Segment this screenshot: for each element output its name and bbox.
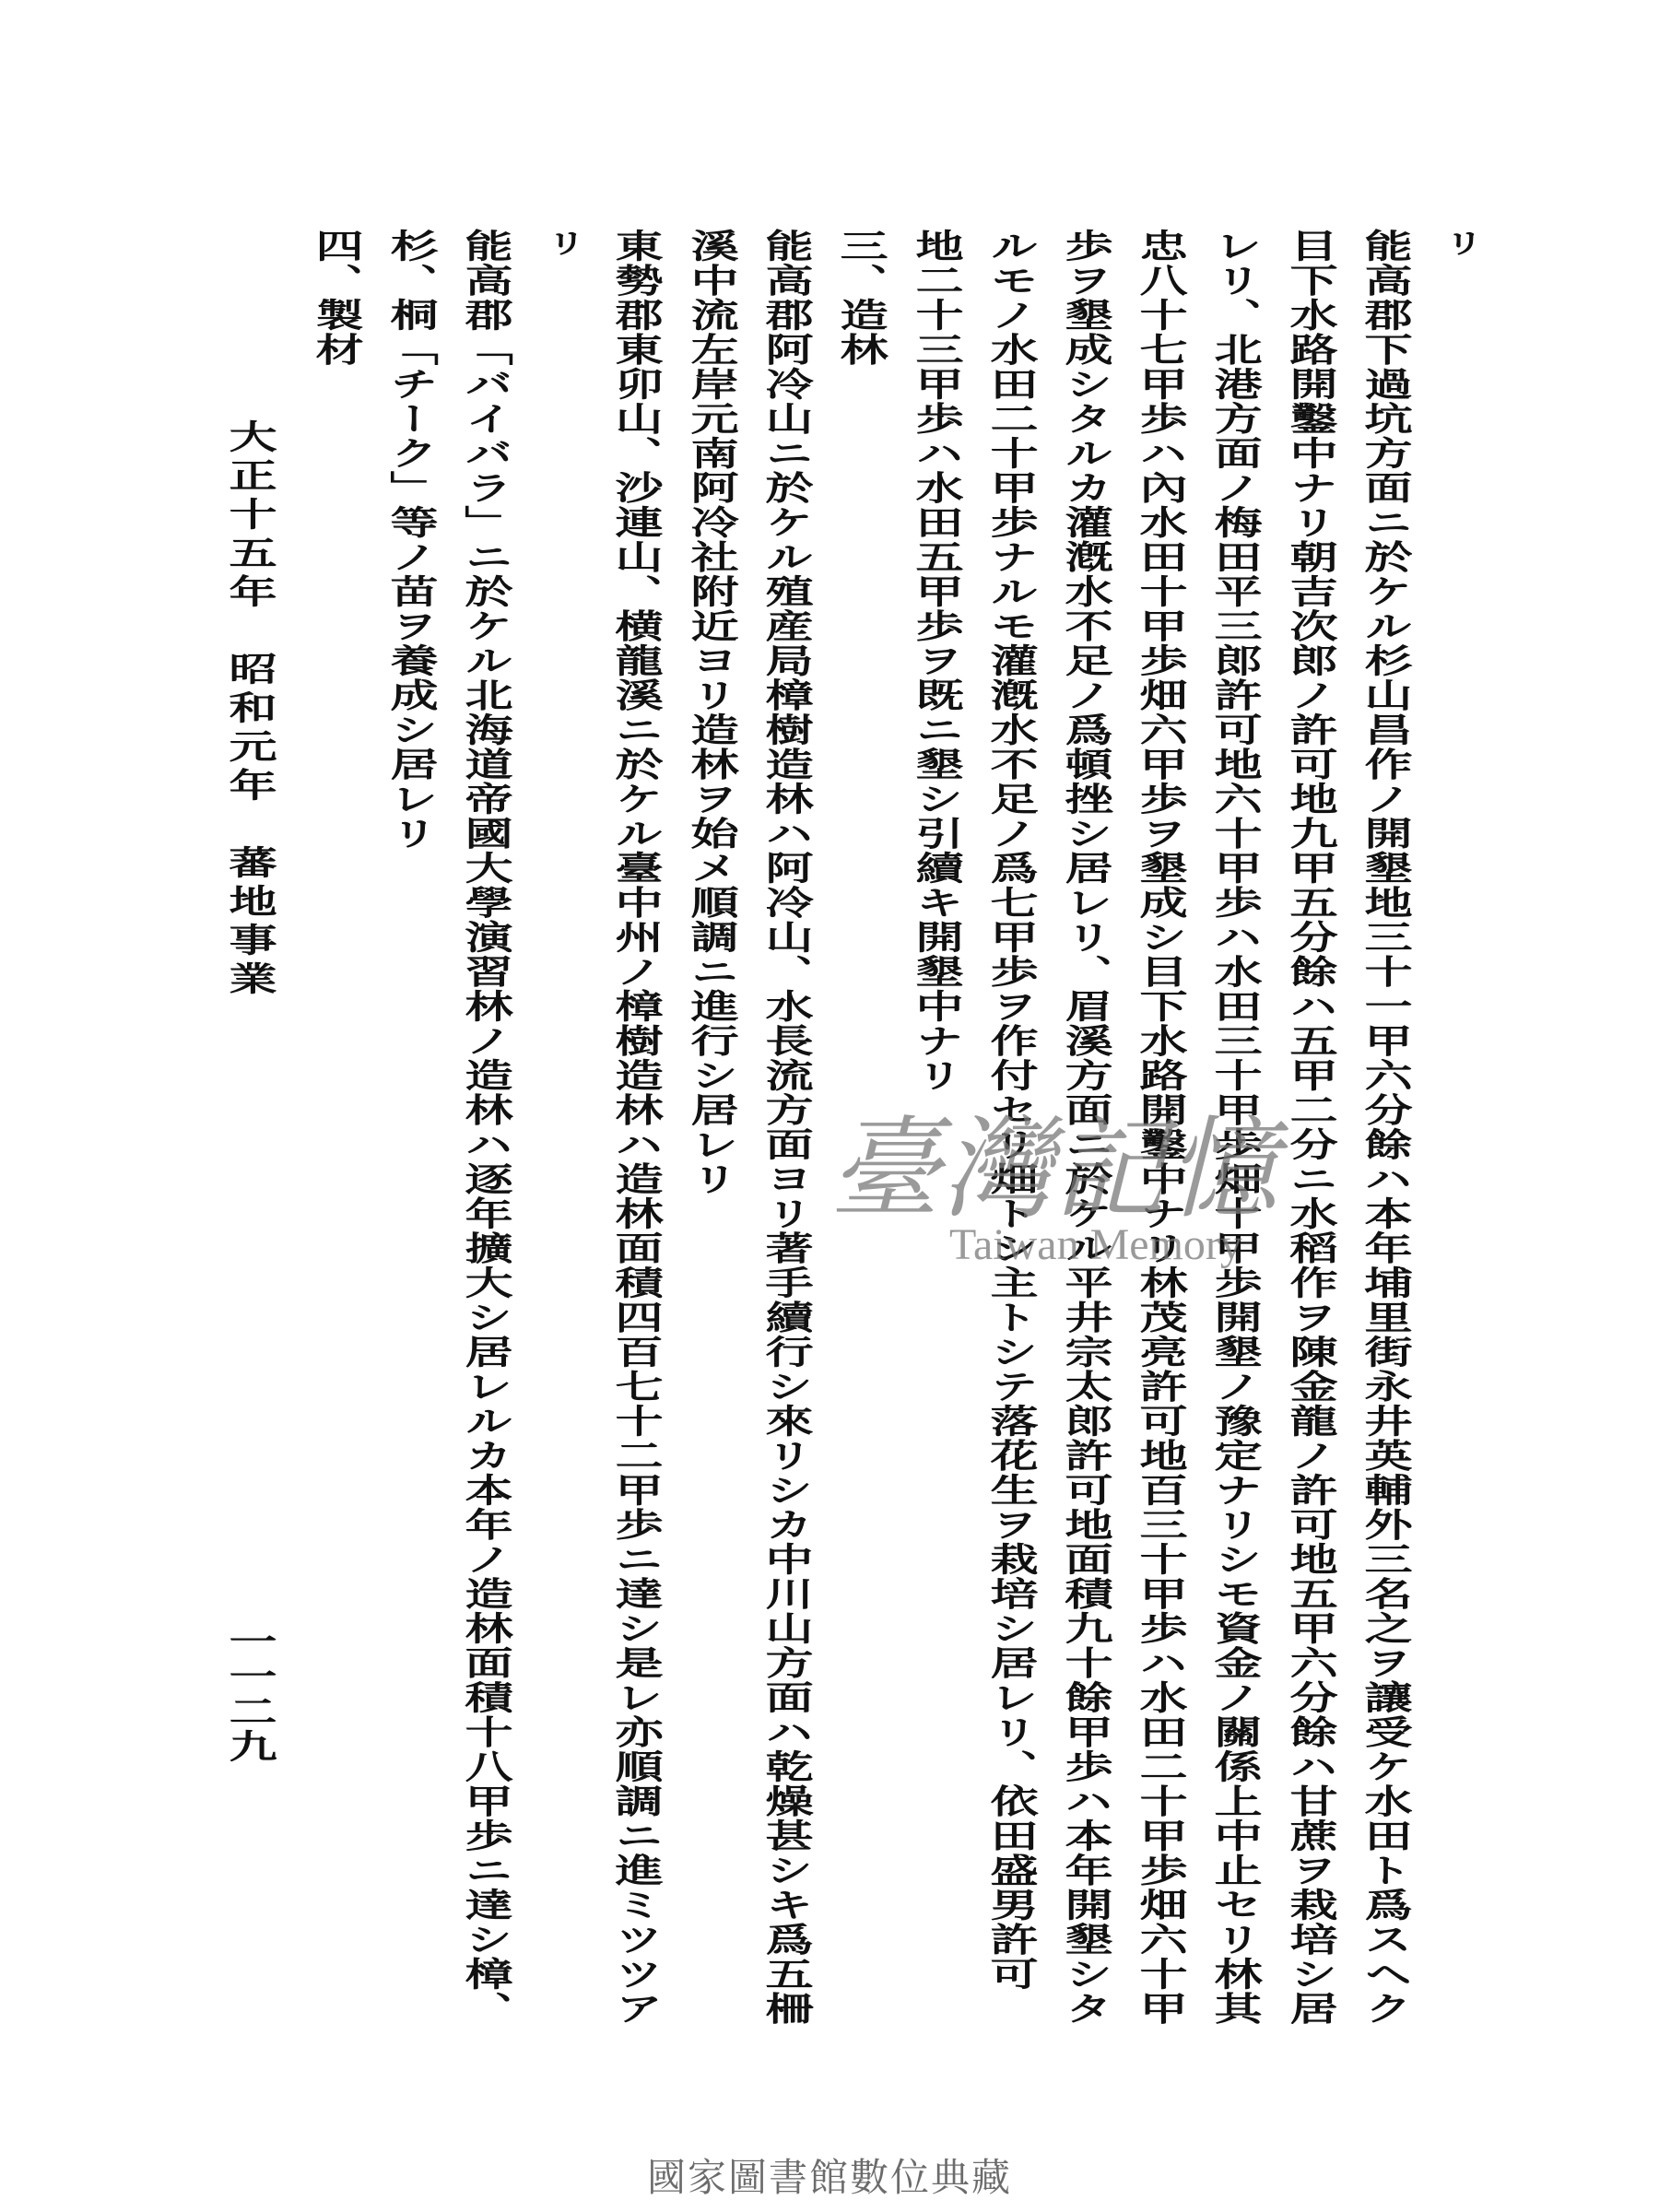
text-column: 能高郡「バイバラ」ニ於ケル北海道帝國大學演習林ノ造林ハ逐年擴大シ居レルカ本年ノ造林面積十八甲歩ニ達シ樟、 [457,229,514,2026]
text-column: 能高郡下過坑方面ニ於ケル杉山昌作ノ開墾地三十一甲六分餘ハ本年埔里街永井英輔外三名之ヲ讓受ケ水田ト爲スヘク [1357,229,1414,2026]
watermark-logo: 臺灣記憶 [830,1106,1279,1234]
text-column: 溪中流左岸元南阿冷社附近ヨリ造林ヲ始メ順調ニ進行シ居レリ [683,229,740,1196]
text-column: 杉、桐「チーク」等ノ苗ヲ養成シ居レリ [382,229,440,851]
text-column: リ [538,229,586,258]
section-heading: 三、造林 [832,229,889,367]
text-column: 目下水路開鑿中ナリ朝吉次郎ノ許可地九甲五分餘ハ五甲二分ニ水稻作ヲ陳金龍ノ許可地五甲六分餘ハ甘蔗ヲ栽培シ居 [1282,229,1339,2026]
page-number: 一一二九 [221,1624,278,1764]
watermark-subtitle: Taiwan Memory [949,1220,1242,1269]
section-heading: 四、製材 [308,229,365,367]
running-title: 大正十五年 昭和元年 蕃地事業 [221,419,278,1000]
text-column: レリ、北港方面ノ梅田平三郎許可地六十甲歩ハ水田三十甲歩畑十甲歩開墾ノ豫定ナリシモ資金ノ關係上中止セリ林其 [1206,229,1264,2026]
text-column: 忠八十七甲歩ハ內水田十甲歩畑六甲歩ヲ墾成シ目下水路開鑿中ナリ林茂亮許可地百三十甲歩ハ水田二十甲歩畑六十甲 [1132,229,1189,2026]
text-column: 歩ヲ墾成シタルカ灌漑水不足ノ爲頓挫シ居レリ、眉溪方面ニ於ケル平井宗太郎許可地面積九十餘甲歩ハ本年開墾シタ [1057,229,1114,2026]
text-column: 地二十三甲歩ハ水田五甲歩ヲ既ニ墾シ引續キ開墾中ナリ [908,229,965,1093]
text-column: 東勢郡東卯山、沙連山、横龍溪ニ於ケル臺中州ノ樟樹造林ハ造林面積四百七十二甲歩ニ達シ是レ亦順調ニ進ミツツア [607,229,665,2026]
text-column: ルモノ水田二十甲歩ナルモ灌漑水不足ノ爲七甲歩ヲ作付セリ畑トシ主トシテ落花生ヲ栽培シ居レリ、依田盛男許可 [982,229,1040,1992]
text-column: リ [1436,229,1484,258]
text-column: 能高郡阿冷山ニ於ケル殖産局樟樹造林ハ阿冷山、水長流方面ヨリ著手續行シ來リシカ中川山方面ハ乾燥甚シキ爲五柵 [758,229,815,2026]
archive-label: 國家圖書館數位典藏 [646,2155,1012,2200]
